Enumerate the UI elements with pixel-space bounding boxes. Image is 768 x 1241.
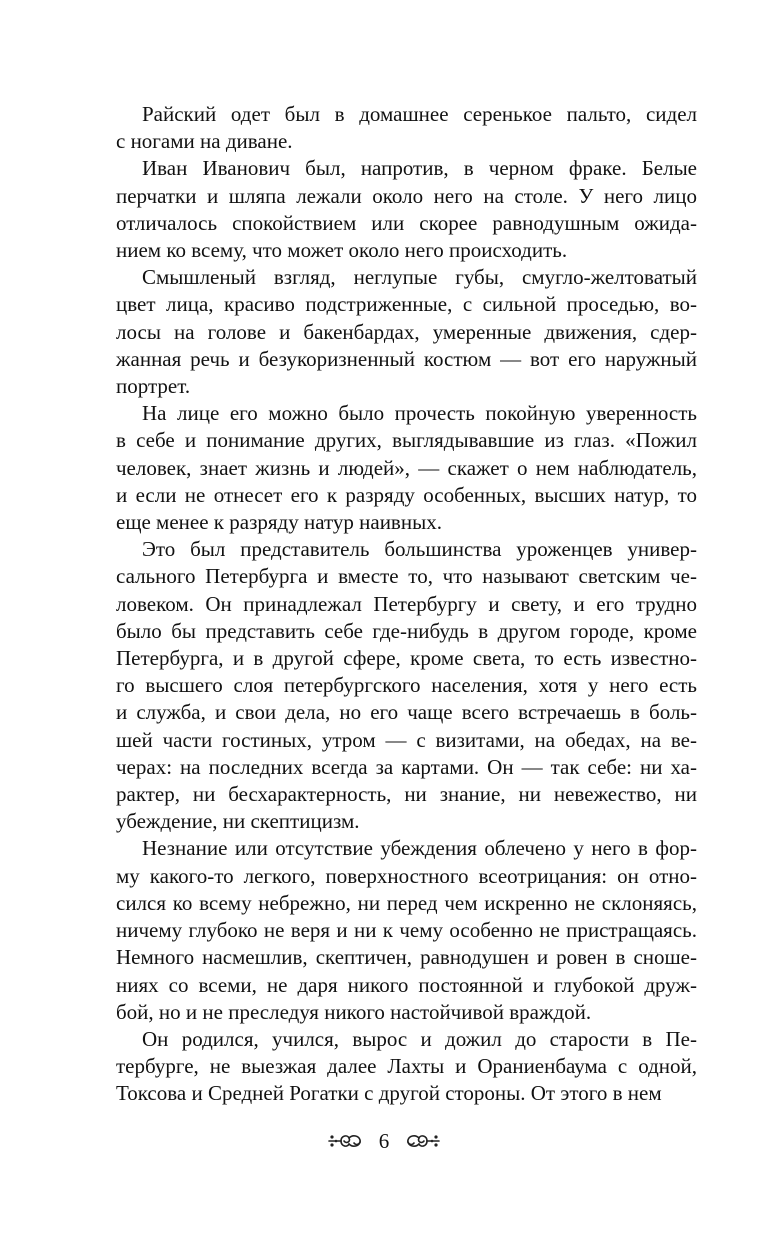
text-line: сального Петербурга и вместе то, что называют светским че- [116,564,697,589]
text-line: му какого-то легкого, поверхностного всеотрицания: он отно- [116,863,697,888]
text-line: в себе и понимание других, выглядывавшие из глаз. «Пожил [116,428,697,453]
page-footer [0,1121,768,1161]
text-line: нием ко всему, что может около него происходить. [116,238,568,263]
text-line: шей части гостиных, утром — с визитами, на обедах, на ве- [116,727,697,752]
text-line: рактер, ни бесхарактерность, ни знание, ни невежество, ни [116,782,697,807]
text-line: портрет. [116,374,191,399]
text-line: ниях со всеми, не даря никого постоянной и глубокой друж- [116,972,697,997]
paragraph [116,264,697,400]
text-line: убеждение, ни скептицизм. [116,809,360,834]
text-line: Смышленый взгляд, неглупые губы, смугло-желтоватый [142,265,697,290]
right-ornament-icon [405,1131,441,1151]
paragraph [116,1026,697,1108]
text-line: перчатки и шляпа лежали около него на столе. У него лицо [116,183,697,208]
text-line: черах: на последних всегда за картами. Он — так себе: ни ха- [116,754,697,779]
text-line: Иван Иванович был, напротив, в черном фраке. Белые [142,156,697,181]
paragraph [116,835,697,1025]
text-line: бой, но и не преследуя никого настойчивой враждой. [116,999,592,1024]
text-line: Райский одет был в домашнее серенькое пальто, сидел [142,102,697,126]
text-line: ловеком. Он принадлежал Петербургу и свету, и его трудно [116,591,697,616]
left-ornament-icon [327,1131,363,1151]
text-line: На лице его можно было прочесть покойную уверенность [142,401,697,426]
paragraph [116,536,697,835]
text-line: сился ко всему небрежно, ни перед чем искренно не склоняясь, [116,890,697,915]
text-line: тербурге, не выезжая далее Лахты и Ораниенбаума с одной, [116,1054,697,1079]
paragraph [116,155,697,264]
text-line: Он родился, учился, вырос и дожил до старости в Пе- [142,1026,697,1051]
text-line: было бы представить себе где-нибудь в другом городе, кроме [116,618,697,643]
page-number: 6 [378,1129,390,1153]
text-line: Незнание или отсутствие убеждения облечено у него в фор- [142,836,697,861]
text-line: человек, знает жизнь и людей», — скажет о нем наблюдатель, [116,455,697,480]
text-line: Немного насмешлив, скептичен, равнодушен и ровен в сноше- [116,945,697,970]
text-line: го высшего слоя петербургского населения, хотя у него есть [116,673,697,698]
text-line: Это был представитель большинства уроженцев универ- [142,537,697,562]
text-line: жанная речь и безукоризненный костюм — вот его наружный [116,346,697,371]
text-line: Токсова и Средней Рогатки с другой стороны. От этого в нем [116,1081,662,1106]
text-line: с ногами на диване. [116,129,293,154]
text-line: еще менее к разряду натур наивных. [116,510,442,535]
text-line: ничему глубоко не веря и ни к чему особенно не пристращаясь. [116,918,697,943]
text-line: и служба, и свои дела, но его чаще всего встречаешь в боль- [116,700,697,725]
paragraph [116,101,697,155]
text-line: отличалось спокойствием или скорее равнодушным ожида- [116,210,697,235]
paragraph [116,400,697,536]
text-line: цвет лица, красиво подстриженные, с сильной проседью, во- [116,292,697,317]
body-text [116,101,697,1108]
text-line: Петербурга, и в другой сфере, кроме света, то есть известно- [116,646,697,671]
text-line: и если не отнесет его к разряду особенных, высших натур, то [116,482,697,507]
text-line: лосы на голове и бакенбардах, умеренные движения, сдер- [116,319,697,344]
